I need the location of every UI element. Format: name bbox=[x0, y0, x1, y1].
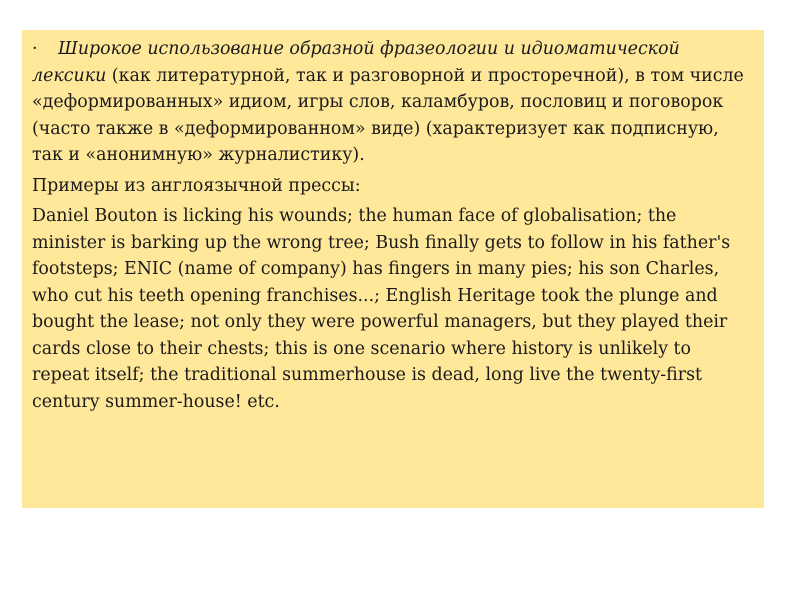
paragraph-examples-intro: Примеры из англоязычной прессы: bbox=[32, 175, 361, 196]
content-box bbox=[22, 30, 764, 508]
paragraph-examples-list: Daniel Bouton is licking his wounds; the human face of globalisation; the minister is barking up the wrong tree; Bush finally gets to follow in his father's footsteps; ENIC (name of company) has fingers in many pies; his son Charles, who cut his teeth opening franchises...; English Heritage took the plunge and bought the lease; not only they were powerful managers, but they played their cards close to their chests; this is one scenario where history is unlikely to repeat itself; the traditional summerhouse is dead, long live the twenty-first century summer-house! etc. bbox=[32, 206, 731, 412]
paragraph-phraseology bbox=[32, 36, 750, 169]
bullet-marker: · bbox=[32, 39, 38, 59]
italic-heading-text: Широкое использование образной фразеологии и идиоматической лексики bbox=[32, 39, 680, 86]
paragraph-phraseology-body: (как литературной, так и разговорной и просторечной), в том числе «деформированных» идиом, игры слов, каламбуров, пословиц и поговорок (часто также в «деформированном» виде) (характеризует как подписную, так и «анонимную» журналистику). bbox=[32, 65, 744, 165]
